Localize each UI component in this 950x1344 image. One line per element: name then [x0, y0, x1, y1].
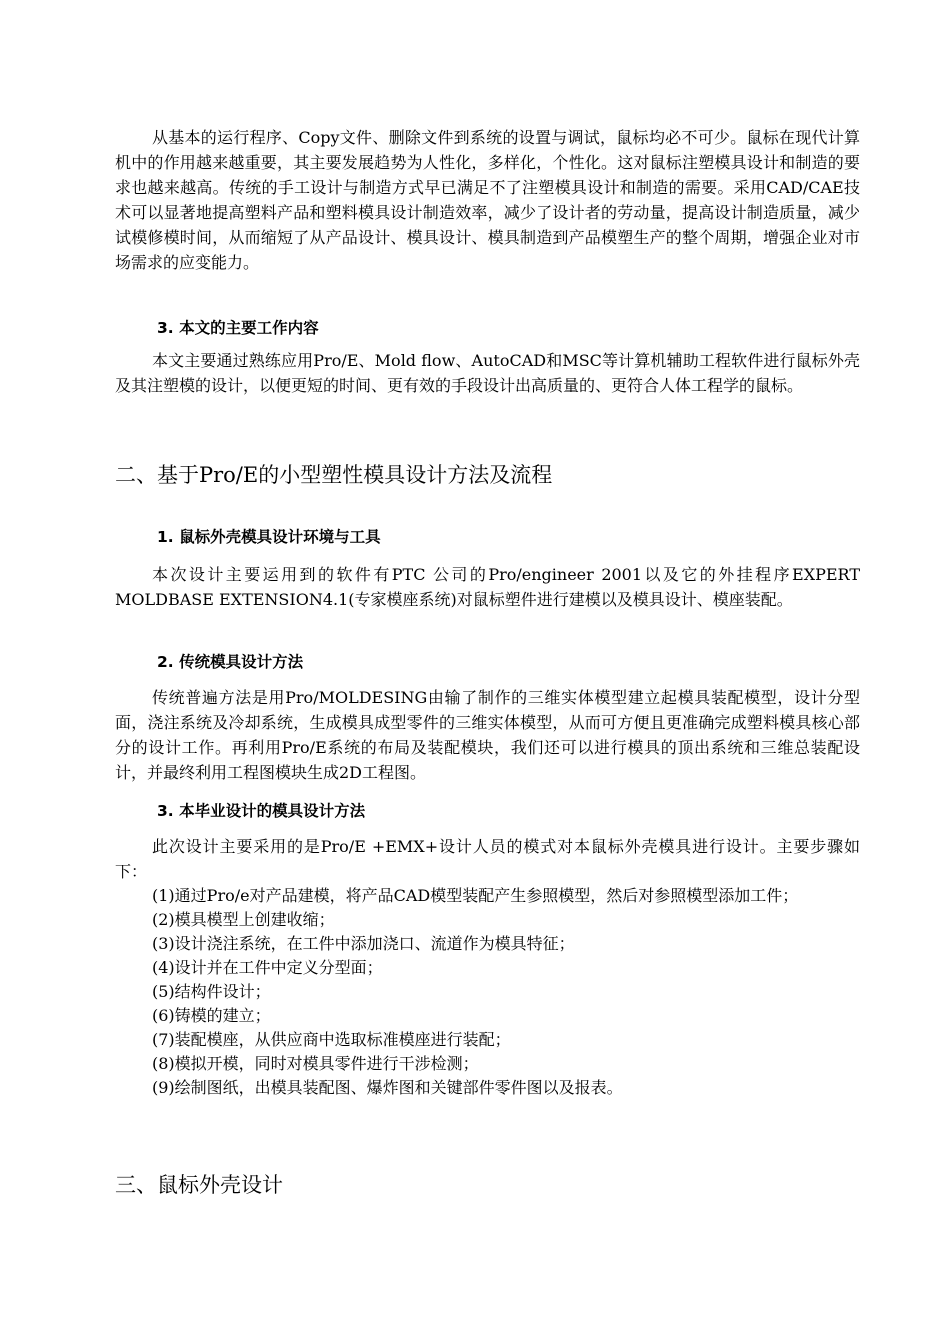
main-work-paragraph: 本文主要通过熟练应用Pro/E、Mold flow、AutoCAD和MSC等计算机辅助工程软件进行鼠标外壳及其注塑模的设计，以便更短的时间、更有效的手段设计出高质量的、更符合人体工程学的鼠标。	[115, 351, 860, 395]
list-item	[152, 1076, 860, 1100]
subheading-traditional-method: 2. 传统模具设计方法	[157, 653, 304, 671]
section3-heading: 三、鼠标外壳设计	[115, 1173, 283, 1197]
list-item	[152, 980, 860, 1004]
step-number: (7)	[152, 1030, 175, 1049]
step-number: (1)	[152, 886, 175, 905]
intro-paragraph: 从基本的运行程序、Copy文件、删除文件到系统的设置与调试，鼠标均必不可少。鼠标在现代计算机中的作用越来越重要，其主要发展趋势为人性化，多样化，个性化。这对鼠标注塑模具设计和制造的要求也越来越高。传统的手工设计与制造方式早已满足不了注塑模具设计和制造的需要。采用CAD/CAE技术可以显著地提高塑料产品和塑料模具设计制造效率，减少了设计者的劳动量，提高设计制造质量，减少试模修模时间，从而缩短了从产品设计、模具设计、模具制造到产品模塑生产的整个周期，增强企业对市场需求的应变能力。	[115, 128, 860, 272]
step-text: 模拟开模，同时对模具零件进行干涉检测；	[174, 1054, 479, 1073]
step-text: 铸模的建立；	[174, 1006, 271, 1025]
thesis-method-paragraph: 此次设计主要采用的是Pro/E +EMX+设计人员的模式对本鼠标外壳模具进行设计。主要步骤如下：	[115, 837, 860, 881]
subheading-environment-tools: 1. 鼠标外壳模具设计环境与工具	[157, 528, 381, 546]
step-number: (2)	[152, 910, 175, 929]
step-text: 通过Pro/e对产品建模，将产品CAD模型装配产生参照模型，然后对参照模型添加工件；	[174, 886, 799, 905]
step-number: (8)	[152, 1054, 175, 1073]
subheading-main-work: 3. 本文的主要工作内容	[157, 319, 319, 337]
step-number: (5)	[152, 982, 175, 1001]
list-item	[152, 1052, 860, 1076]
list-item	[152, 956, 860, 980]
environment-tools-paragraph: 本次设计主要运用到的软件有PTC 公司的Pro/engineer 2001以及它的外挂程序EXPERT MOLDBASE EXTENSION4.1(专家模座系统)对鼠标塑件进行建模以及模具设计、模座装配。	[115, 565, 860, 609]
list-item	[152, 884, 860, 908]
step-text: 设计浇注系统，在工件中添加浇口、流道作为模具特征；	[174, 934, 575, 953]
step-text: 装配模座，从供应商中选取标准模座进行装配；	[174, 1030, 511, 1049]
step-text: 设计并在工件中定义分型面；	[174, 958, 383, 977]
step-number: (3)	[152, 934, 175, 953]
list-item	[152, 932, 860, 956]
step-text: 结构件设计；	[174, 982, 271, 1001]
step-text: 模具模型上创建收缩；	[174, 910, 335, 929]
list-item	[152, 1004, 860, 1028]
list-item	[152, 908, 860, 932]
step-number: (4)	[152, 958, 175, 977]
step-number: (9)	[152, 1078, 175, 1097]
design-steps-list	[152, 884, 860, 1100]
traditional-method-paragraph: 传统普遍方法是用Pro/MOLDESING由输了制作的三维实体模型建立起模具装配模型，设计分型面，浇注系统及冷却系统，生成模具成型零件的三维实体模型，从而可方便且更准确完成塑料模具核心部分的设计工作。再利用Pro/E系统的布局及装配模块，我们还可以进行模具的顶出系统和三维总装配设计，并最终利用工程图模块生成2D工程图。	[115, 688, 860, 782]
section2-heading: 二、基于Pro/E的小型塑性模具设计方法及流程	[115, 463, 553, 487]
step-text: 绘制图纸，出模具装配图、爆炸图和关键部件零件图以及报表。	[174, 1078, 623, 1097]
list-item	[152, 1028, 860, 1052]
subheading-thesis-method: 3. 本毕业设计的模具设计方法	[157, 802, 366, 820]
step-number: (6)	[152, 1006, 175, 1025]
